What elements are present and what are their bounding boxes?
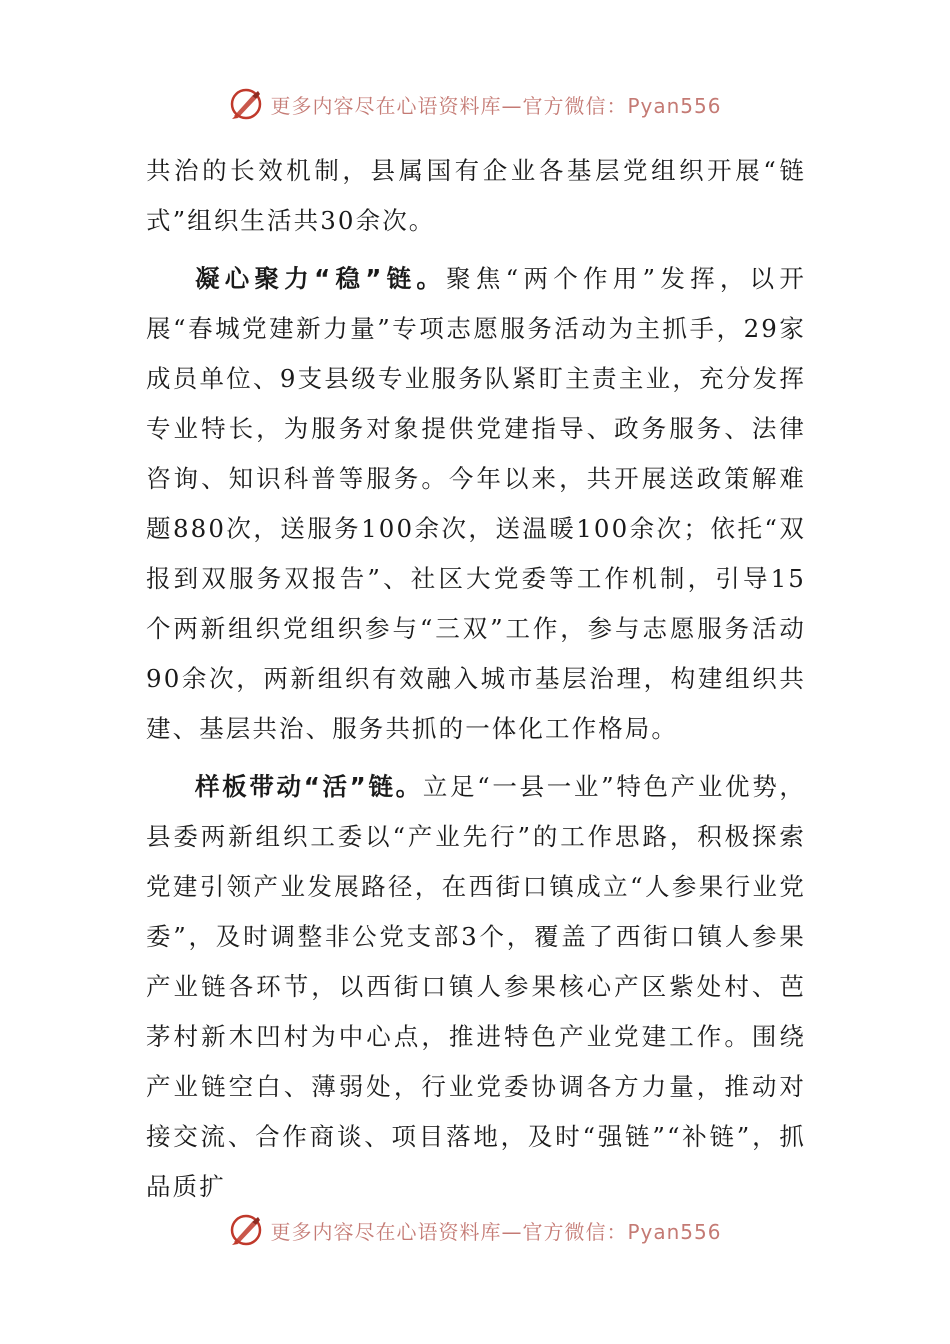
section-stabilize-heading: 凝心聚力“稳”链。 — [195, 264, 447, 293]
document-body — [146, 146, 806, 1220]
section-activate-text: 立足“一县一业”特色产业优势，县委两新组织工委以“产业先行”的工作思路，积极探索党建引领产业发展路径，在西街口镇成立“人参果行业党委”，及时调整非公党支部3个，覆盖了西街口镇人参果产业链各环节，以西街口镇人参果核心产区紫处村、芭茅村新木凹村为中心点，推进特色产业党建工作。围绕产业链空白、薄弱处，行业党委协调各方力量，推动对接交流、合作商谈、项目落地，及时“强链”“补链”，抓品质扩 — [146, 772, 806, 1201]
section-stabilize-text: 聚焦“两个作用”发挥，以开展“春城党建新力量”专项志愿服务活动为主抓手，29家成员单位、9支县级专业服务队紧盯主责主业，充分发挥专业特长，为服务对象提供党建指导、政务服务、法律咨询、知识科普等服务。今年以来，共开展送政策解难题880次，送服务100余次，送温暖100余次；依托“双报到双服务双报告”、社区大党委等工作机制，引导15个两新组织党组织参与“三双”工作，参与志愿服务活动90余次，两新组织有效融入城市基层治理，构建组织共建、基层共治、服务共抓的一体化工作格局。 — [146, 264, 806, 743]
footer-watermark-banner — [0, 1210, 950, 1250]
section-activate-heading: 样板带动“活”链。 — [195, 772, 423, 801]
continuation-paragraph: 共治的长效机制，县属国有企业各基层党组织开展“链式”组织生活共30余次。 — [146, 156, 806, 235]
pen-logo-icon — [228, 86, 264, 122]
section-stabilize-paragraph — [146, 254, 806, 754]
footer-watermark-text: 更多内容尽在心语资料库—官方微信：Pyan556 — [270, 1219, 722, 1244]
section-activate-paragraph — [146, 762, 806, 1212]
pen-logo-icon — [228, 1212, 264, 1248]
header-watermark-banner — [0, 84, 950, 124]
header-watermark-text: 更多内容尽在心语资料库—官方微信：Pyan556 — [270, 93, 722, 118]
